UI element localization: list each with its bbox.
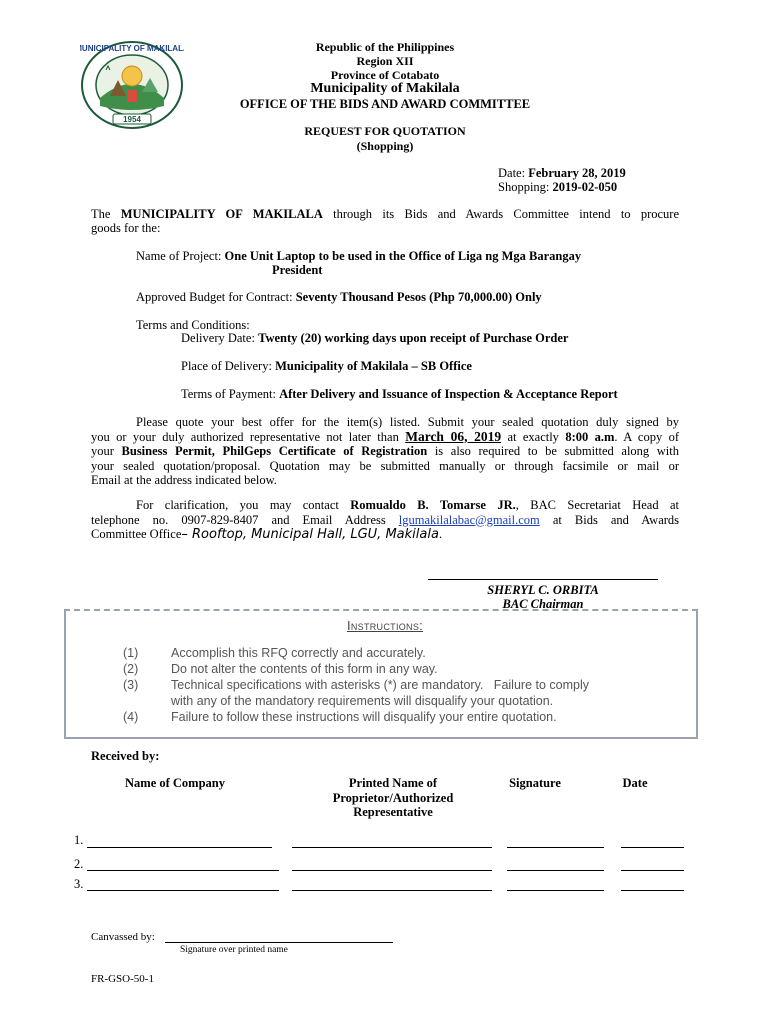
clarify-l2a: telephone no. 0907-829-8407 and Email Address: [91, 512, 386, 527]
intro-pre: The: [91, 207, 111, 221]
header-municipality: Municipality of Makilala: [310, 81, 460, 96]
rfq-date: [498, 166, 626, 181]
header-office: OFFICE OF THE BIDS AND AWARD COMMITTEE: [239, 97, 531, 111]
place-label: Place of Delivery:: [181, 359, 272, 373]
row2-printed-name-field[interactable]: [292, 870, 492, 871]
shopping-label: Shopping:: [498, 180, 550, 194]
clarify-l3a: Committee Office: [91, 527, 182, 541]
form-code: FR-GSO-50-1: [91, 973, 154, 985]
project-value-1: One Unit Laptop to be used in the Office of Liga ng Mga Barangay: [224, 249, 582, 263]
intro-line-1: [91, 207, 679, 222]
intro-entity: MUNICIPALITY OF MAKILALA: [120, 207, 323, 221]
email-link[interactable]: lgumakilalabac@gmail.com: [398, 512, 540, 527]
payment-value: After Delivery and Issuance of Inspection & Acceptance Report: [279, 387, 618, 401]
budget-value: Seventy Thousand Pesos (Php 70,000.00) Only: [295, 290, 542, 304]
payment-label: Terms of Payment:: [181, 387, 276, 401]
quote-l2a: you or your duly authorized representative not later than: [91, 429, 399, 444]
instructions-heading: Instructions:: [346, 618, 424, 633]
col-date: Date: [622, 776, 648, 790]
seal-year: 1954: [123, 115, 141, 124]
col-signature: Signature: [509, 776, 561, 790]
rfq-shopping-no: [498, 180, 617, 195]
row-num-3: 3.: [74, 877, 84, 891]
quote-line-4: your sealed quotation/proposal. Quotation may be submitted manually or through facsimile or mail or: [91, 458, 679, 473]
clarify-line-2: [91, 513, 679, 528]
approved-budget: [136, 290, 542, 305]
header-country: Republic of the Philippines: [315, 40, 455, 54]
quote-l2b: at exactly: [507, 429, 559, 444]
signature-line: [428, 579, 658, 580]
clarify-l1b: , BAC Secretariat Head at: [515, 498, 679, 512]
terms-heading: Terms and Conditions:: [136, 318, 250, 332]
delivery-date: [181, 331, 568, 346]
clarify-contact: Romualdo B. Tomarse JR.: [350, 498, 516, 512]
row1-printed-name-field[interactable]: [292, 847, 492, 848]
col-printed-2: Proprietor/Authorized: [332, 790, 454, 805]
quote-deadline: March 06, 2019: [405, 428, 502, 444]
clarify-line-3: [91, 527, 679, 543]
rfq-title: REQUEST FOR QUOTATION: [304, 124, 466, 138]
delivery-label: Delivery Date:: [181, 331, 255, 345]
instr-text-4: Failure to follow these instructions will disqualify your entire quotation.: [171, 710, 557, 724]
col-printed-name: [300, 776, 486, 820]
instr-text-1: Accomplish this RFQ correctly and accurately.: [171, 646, 426, 660]
clarify-l3b: .: [438, 527, 443, 541]
col-printed-1: Printed Name of: [348, 776, 438, 790]
instr-text-3b: with any of the mandatory requirements will disqualify your quotation.: [171, 694, 554, 708]
date-value: February 28, 2019: [528, 166, 626, 180]
place-of-delivery: [181, 359, 472, 374]
signatory-title: BAC Chairman: [502, 597, 584, 611]
project-name: [136, 249, 676, 264]
quote-docs: Business Permit, PhilGeps Certificate of Registration: [121, 444, 428, 458]
delivery-value: Twenty (20) working days upon receipt of Purchase Order: [258, 331, 569, 345]
budget-label: Approved Budget for Contract:: [136, 290, 293, 304]
quote-line-5: Email at the address indicated below.: [91, 473, 277, 487]
instr-num-3: (3): [123, 678, 139, 692]
row2-date-field[interactable]: [621, 870, 684, 871]
quote-l3a: your: [91, 444, 114, 458]
canvassed-by-label: Canvassed by:: [91, 931, 155, 943]
row1-date-field[interactable]: [621, 847, 684, 848]
seal-text: MUNICIPALITY OF MAKILALA: [80, 44, 184, 53]
row-num-1: 1.: [74, 833, 84, 847]
clarify-line-1: [91, 498, 679, 513]
project-value-2-text: President: [272, 263, 323, 277]
project-value-2: [272, 263, 322, 278]
clarify-l2b: at Bids and Awards: [552, 512, 680, 527]
canvassed-caption: Signature over printed name: [180, 945, 288, 955]
project-label: Name of Project:: [136, 249, 222, 263]
row1-signature-field[interactable]: [507, 847, 604, 848]
instr-text-3: Technical specifications with asterisks (*) are mandatory. Failure to comply: [171, 678, 589, 692]
shopping-value: 2019-02-050: [552, 180, 618, 194]
row3-date-field[interactable]: [621, 890, 684, 891]
clarify-l1a: For clarification, you may contact: [136, 498, 339, 512]
instructions-top-border: [64, 609, 698, 611]
quote-l2c: . A copy of: [614, 429, 679, 444]
instr-text-2: Do not alter the contents of this form in any way.: [171, 662, 438, 676]
quote-line-3: [91, 444, 679, 459]
row1-company-field[interactable]: [87, 847, 272, 848]
header-region: Region XII: [356, 54, 414, 68]
place-value: Municipality of Makilala – SB Office: [275, 359, 472, 373]
row-num-2: 2.: [74, 857, 84, 871]
signatory-name: SHERYL C. ORBITA: [487, 583, 599, 597]
quote-paragraph: [91, 415, 679, 488]
row3-company-field[interactable]: [87, 890, 279, 891]
municipal-seal: [80, 40, 184, 130]
clarify-location: – Rooftop, Municipal Hall, LGU, Makilala: [181, 527, 439, 542]
header-province: Province of Cotabato: [330, 68, 440, 82]
intro-post: through its Bids and Awards Committee intend to procure: [333, 207, 680, 221]
row3-signature-field[interactable]: [507, 890, 604, 891]
row3-printed-name-field[interactable]: [292, 890, 492, 891]
instr-num-2: (2): [123, 662, 139, 676]
col-company: Name of Company: [125, 776, 225, 790]
canvassed-signature-field[interactable]: [165, 942, 393, 943]
instr-num-4: (4): [123, 710, 139, 724]
terms-of-payment: [181, 387, 618, 402]
quote-l3b: is also required to be submitted along with: [434, 444, 679, 458]
intro-line-2: goods for the:: [91, 221, 161, 235]
clarification-paragraph: [91, 498, 679, 543]
date-label: Date:: [498, 166, 526, 180]
instr-num-1: (1): [123, 646, 139, 660]
quote-time: 8:00 a.m: [565, 429, 615, 444]
quote-line-2: [91, 430, 679, 445]
row2-signature-field[interactable]: [507, 870, 604, 871]
rfq-subtitle: (Shopping): [356, 139, 414, 153]
received-by-label: Received by:: [91, 749, 160, 763]
quote-line-1: Please quote your best offer for the item(s) listed. Submit your sealed quotation duly signed by: [136, 415, 679, 429]
row2-company-field[interactable]: [87, 870, 279, 871]
col-printed-3: Representative: [353, 805, 433, 819]
